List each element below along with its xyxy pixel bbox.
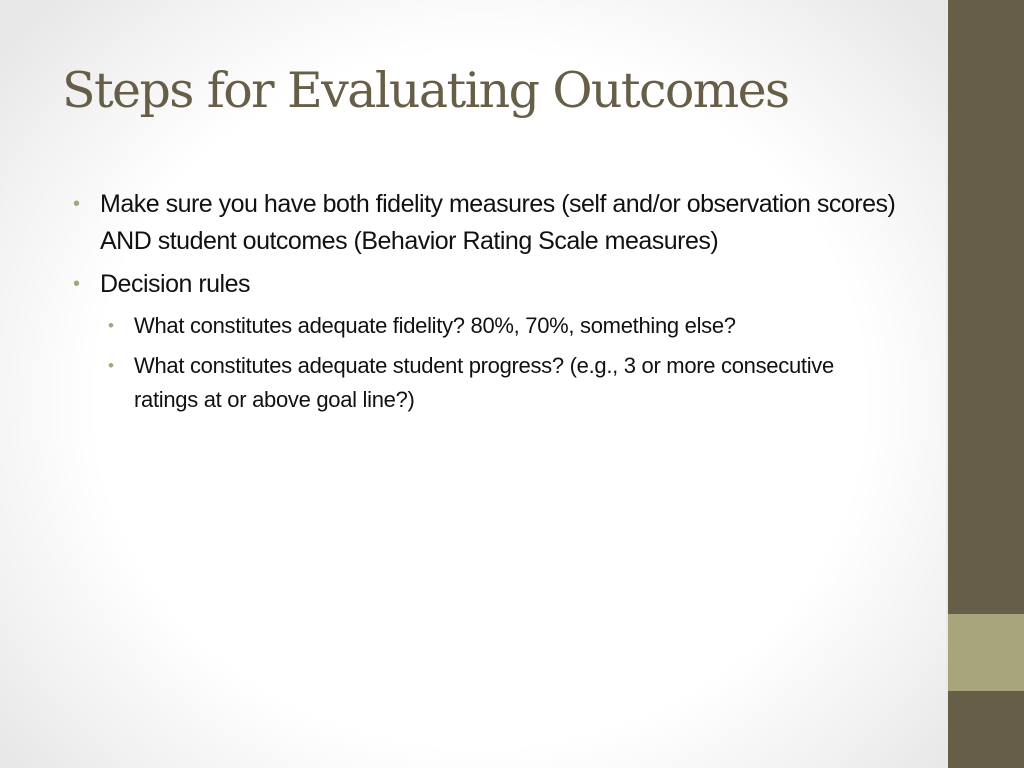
- bullet-list: [70, 186, 900, 423]
- bullet-text: Decision rules: [100, 270, 251, 298]
- sub-bullet-text: What constitutes adequate student progress? (e.g., 3 or more consecutive ratings at or above goal line?): [134, 353, 834, 412]
- bullet-item: [70, 186, 900, 260]
- side-bar-accent-block: [948, 614, 1024, 691]
- sub-bullet-item: [70, 309, 900, 343]
- bullet-text: Make sure you have both fidelity measures (self and/or observation scores) AND student outcomes (Behavior Rating Scale measures): [100, 190, 896, 255]
- slide-title: Steps for Evaluating Outcomes: [62, 62, 789, 119]
- bullet-dot-icon: •: [73, 273, 80, 295]
- sub-bullet-dot-icon: •: [108, 356, 114, 375]
- bullet-item: [70, 266, 900, 303]
- sub-bullet-dot-icon: •: [108, 316, 114, 335]
- sub-bullet-item: [70, 349, 900, 417]
- sub-bullet-text: What constitutes adequate fidelity? 80%, 70%, something else?: [134, 313, 736, 338]
- bullet-dot-icon: •: [73, 193, 80, 215]
